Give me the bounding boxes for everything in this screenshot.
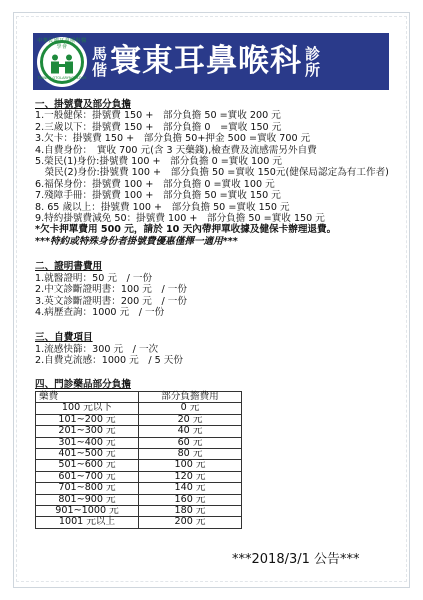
table-row: [36, 483, 242, 494]
fee-line: 7.殘障手冊：掛號費 100 + 部分負擔 50 =實收 150 元: [35, 190, 281, 202]
fee-line: 2.中文診斷證明書：100 元 / 一份: [35, 284, 187, 296]
fee-line: 4.病歷查詢：1000 元 / 一份: [35, 306, 165, 318]
self-pay-section: [35, 332, 405, 366]
table-row: [36, 437, 242, 448]
fee-line: 5.榮民(1)身份:掛號費 100 + 部分負擔 0 =實收 100 元: [35, 156, 282, 168]
table-row: [36, 403, 242, 414]
discount-note: ***特約或特殊身份者掛號費優惠僅擇一適用***: [35, 235, 238, 247]
fee-line: 1.就醫證明：50 元 / 一份: [35, 272, 153, 284]
table-cell: 501~600 元: [36, 460, 139, 471]
fee-line: 1.一般健保：掛號費 150 + 部分負擔 50 =實收 200 元: [35, 110, 281, 122]
fee-line: 榮民(2)身份:掛號費 100 + 部分負擔 50 =實收 150元(健保局認定為有工作者): [35, 167, 389, 179]
table-cell: 1001 元以上: [36, 517, 139, 528]
logo-english-text: TAIWAN OTOLARYNGOLOGY: [37, 75, 87, 80]
drug-copay-table: [35, 391, 242, 529]
table-cell: 901~1000 元: [36, 506, 139, 517]
table-cell: 60 元: [139, 437, 242, 448]
table-cell: 101~200 元: [36, 414, 139, 425]
section-title: 二、證明書費用: [35, 261, 103, 273]
fee-line: 1.流感快篩：300 元 / 一次: [35, 343, 159, 355]
clinic-name: 寰東耳鼻喉科: [110, 43, 303, 79]
fee-line: 3.欠卡：掛號費 150 + 部分負擔 50+押金 500 =實收 700 元: [35, 133, 311, 145]
clinic-header-banner: [33, 33, 389, 90]
table-cell: 20 元: [139, 414, 242, 425]
section-title: 一、掛號費及部分負擔: [35, 99, 131, 110]
table-cell: 100 元以下: [36, 403, 139, 414]
deposit-note: *欠卡押單費用 500 元，請於 10 天內帶押單收據及健保卡辦理退費。: [35, 224, 337, 236]
clinic-suffix-char-1: 診: [305, 44, 321, 63]
mackay-tag-char-1: 馬: [92, 44, 108, 63]
drug-copay-section: [35, 379, 405, 529]
association-logo: [37, 37, 87, 87]
table-cell: 401~500 元: [36, 448, 139, 459]
mackay-tag-char-2: 偕: [92, 60, 108, 79]
table-cell: 100 元: [139, 460, 242, 471]
table-cell: 601~700 元: [36, 471, 139, 482]
table-row: [36, 414, 242, 425]
table-row: [36, 460, 242, 471]
table-cell: 140 元: [139, 483, 242, 494]
table-header-cell: 藥費: [36, 391, 139, 402]
fee-line: 2.三歲以下：掛號費 150 + 部分負擔 0 =實收 150 元: [35, 121, 282, 133]
announcement-date: ***2018/3/1 公告***: [232, 552, 360, 567]
table-row: [36, 448, 242, 459]
table-cell: 80 元: [139, 448, 242, 459]
table-row: [36, 426, 242, 437]
table-row: [36, 494, 242, 505]
section-title: 三、自費項目: [35, 332, 93, 344]
table-header-cell: 部分負擔費用: [139, 391, 242, 402]
clinic-suffix-char-2: 所: [305, 60, 321, 79]
table-cell: 200 元: [139, 517, 242, 528]
fee-line: 4.自費身份： 實收 700 元(含 3 天藥錢),檢查費及流感需另外自費: [35, 144, 317, 156]
table-cell: 160 元: [139, 494, 242, 505]
table-header-row: [36, 391, 242, 402]
table-cell: 0 元: [139, 403, 242, 414]
table-cell: 40 元: [139, 426, 242, 437]
table-row: [36, 471, 242, 482]
table-row: [36, 517, 242, 528]
logo-arc-text: 中華民國耳鼻喉科醫學會: [37, 37, 87, 50]
fee-line: 8. 65 歲以上：掛號費 100 + 部分負擔 50 =實收 150 元: [35, 201, 290, 213]
fee-line: 6.福保身份：掛號費 100 + 部分負擔 0 =實收 100 元: [35, 178, 275, 190]
fee-line: 2.自費克流感：1000 元 / 5 天份: [35, 355, 183, 367]
fee-notice-content: [35, 99, 405, 529]
section-title: 四、門診藥品部分負擔: [35, 378, 131, 390]
table-cell: 301~400 元: [36, 437, 139, 448]
mackay-tag: [92, 46, 107, 78]
clinic-suffix-tag: [305, 46, 320, 78]
table-cell: 701~800 元: [36, 483, 139, 494]
certificate-fee-section: [35, 261, 405, 318]
two-people-icon: [48, 54, 76, 74]
registration-fee-section: [35, 99, 405, 247]
table-cell: 120 元: [139, 471, 242, 482]
fee-line: 9.特約掛號費減免 50：掛號費 100 + 部分負擔 50 =實收 150 元: [35, 213, 325, 225]
table-cell: 180 元: [139, 506, 242, 517]
table-cell: 801~900 元: [36, 494, 139, 505]
table-cell: 201~300 元: [36, 426, 139, 437]
fee-line: 3.英文診斷證明書：200 元 / 一份: [35, 295, 187, 307]
